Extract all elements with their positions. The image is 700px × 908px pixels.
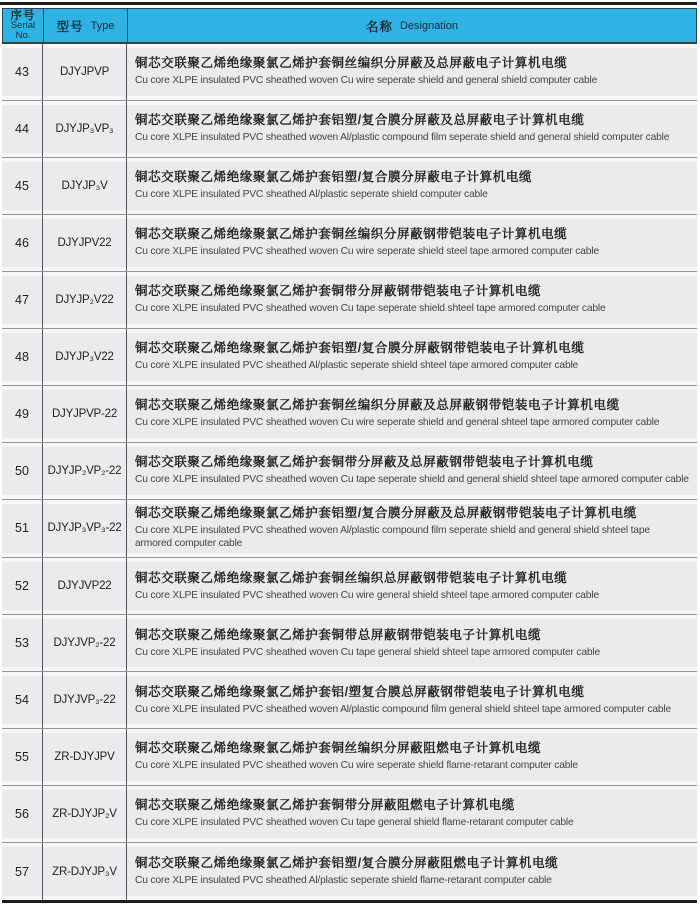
type-code-cell: ZR-DJYJPV	[43, 729, 127, 785]
type-code-cell: DJYJP₂VP₂-22	[43, 443, 127, 499]
designation-cell	[127, 215, 697, 271]
header-type-en: Type	[90, 19, 115, 32]
serial-number-cell: 52	[2, 558, 43, 614]
header-serial-zh: 序号	[10, 10, 36, 22]
designation-english: Cu core XLPE insulated PVC sheathed woven Cu wire seperate shield and general shteel tape armored computer cable	[135, 416, 660, 428]
designation-cell	[127, 443, 697, 499]
designation-cell	[127, 101, 697, 157]
designation-cell	[127, 672, 697, 728]
designation-english: Cu core XLPE insulated PVC sheathed woven Cu wire seperate shield steel tape armored computer cable	[135, 246, 599, 258]
designation-chinese: 铜芯交联聚乙烯绝缘聚氯乙烯护套铜丝编织分屏蔽及总屏蔽钢带铠装电子计算机电缆	[135, 397, 620, 412]
designation-english: Cu core XLPE insulated PVC sheathed woven Cu tape general shield shteel tape armored computer cable	[135, 646, 601, 658]
type-code-cell: ZR-DJYJP₂V	[43, 786, 127, 842]
serial-number-cell: 44	[2, 101, 43, 157]
serial-number-cell: 46	[2, 215, 43, 271]
table-row	[2, 386, 697, 443]
type-code-cell: DJYJPVP-22	[43, 386, 127, 442]
designation-cell	[127, 558, 697, 614]
header-designation-zh: 名称	[365, 19, 393, 34]
header-designation	[128, 9, 696, 42]
type-code-cell: ZR-DJYJP₃V	[43, 843, 127, 900]
type-code-cell: DJYJP₃V22	[43, 329, 127, 385]
designation-cell	[127, 615, 697, 671]
type-code-cell: DJYJVP22	[43, 558, 127, 614]
designation-chinese: 铜芯交联聚乙烯绝缘聚氯乙烯护套铜丝编织分屏蔽及总屏蔽电子计算机电缆	[135, 56, 568, 71]
serial-number-cell: 56	[2, 786, 43, 842]
designation-cell	[127, 44, 697, 100]
designation-chinese: 铜芯交联聚乙烯绝缘聚氯乙烯护套铜丝编织分屏蔽阻燃电子计算机电缆	[135, 741, 542, 756]
designation-cell	[127, 729, 697, 785]
designation-english: Cu core XLPE insulated PVC sheathed woven Al/plastic compound film general shield shteel tape armored computer cable	[135, 703, 672, 715]
serial-number-cell: 51	[2, 500, 43, 558]
designation-chinese: 铜芯交联聚乙烯绝缘聚氯乙烯护套铝塑/复合膜分屏蔽钢带铠装电子计算机电缆	[135, 340, 585, 355]
table-row	[2, 44, 697, 101]
table-row	[2, 101, 697, 158]
designation-english: Cu core XLPE insulated PVC sheathed Al/plastic seperate shield flame-retarant computer cable	[135, 874, 552, 886]
table-row	[2, 558, 697, 615]
serial-number-cell: 43	[2, 44, 43, 100]
designation-chinese: 铜芯交联聚乙烯绝缘聚氯乙烯护套铝塑/复合膜分屏蔽电子计算机电缆	[135, 170, 533, 185]
header-type	[44, 9, 128, 42]
header-type-zh: 型号	[56, 19, 84, 34]
header-designation-en: Designation	[399, 19, 459, 32]
table-row	[2, 672, 697, 729]
table-row	[2, 158, 697, 215]
designation-chinese: 铜芯交联聚乙烯绝缘聚氯乙烯护套铜丝编织分屏蔽钢带铠装电子计算机电缆	[135, 227, 568, 242]
serial-number-cell: 45	[2, 158, 43, 214]
designation-english: Cu core XLPE insulated PVC sheathed woven Cu tape seperate shield and general shield shteel tape armored computer cable	[135, 473, 689, 485]
top-rule	[0, 2, 697, 5]
designation-english: Cu core XLPE insulated PVC sheathed woven Al/plastic compound film seperate shield and general shield computer cable	[135, 132, 670, 144]
header-serial-en2: No.	[15, 30, 31, 41]
designation-chinese: 铜芯交联聚乙烯绝缘聚氯乙烯护套铜丝编织总屏蔽钢带铠装电子计算机电缆	[135, 570, 568, 585]
designation-chinese: 铜芯交联聚乙烯绝缘聚氯乙烯护套铝塑/复合膜分屏蔽及总屏蔽电子计算机电缆	[135, 113, 585, 128]
designation-english: Cu core XLPE insulated PVC sheathed woven Cu wire general shield shteel tape armored computer cable	[135, 589, 599, 601]
designation-cell	[127, 843, 697, 900]
designation-chinese: 铜芯交联聚乙烯绝缘聚氯乙烯护套铝塑/复合膜分屏蔽阻燃电子计算机电缆	[135, 855, 559, 870]
type-code-cell: DJYJP₃VP₃	[43, 101, 127, 157]
designation-english: Cu core XLPE insulated PVC sheathed woven Al/plastic compound film seperate shield and general shield shteel tape armored computer cable	[135, 524, 650, 550]
type-code-cell: DJYJVP₂-22	[43, 615, 127, 671]
designation-chinese: 铜芯交联聚乙烯绝缘聚氯乙烯护套铝塑/复合膜分屏蔽及总屏蔽钢带铠装电子计算机电缆	[135, 505, 637, 520]
type-code-cell: DJYJP₂V22	[43, 272, 127, 328]
serial-number-cell: 48	[2, 329, 43, 385]
designation-chinese: 铜芯交联聚乙烯绝缘聚氯乙烯护套铜带分屏蔽及总屏蔽钢带铠装电子计算机电缆	[135, 454, 594, 469]
header-serial-en1: Serial	[10, 20, 36, 31]
serial-number-cell: 49	[2, 386, 43, 442]
type-code-cell: DJYJP₃VP₃-22	[43, 500, 127, 558]
designation-cell	[127, 272, 697, 328]
table-row	[2, 215, 697, 272]
designation-english: Cu core XLPE insulated PVC sheathed woven Cu wire seperate shield and general shield computer cable	[135, 75, 598, 87]
designation-chinese: 铜芯交联聚乙烯绝缘聚氯乙烯护套铝/塑复合膜总屏蔽钢带铠装电子计算机电缆	[135, 684, 585, 699]
designation-english: Cu core XLPE insulated PVC sheathed Al/plastic seperate shield shteel tape armored computer cable	[135, 359, 579, 371]
designation-cell	[127, 329, 697, 385]
designation-chinese: 铜芯交联聚乙烯绝缘聚氯乙烯护套铜带分屏蔽阻燃电子计算机电缆	[135, 798, 515, 813]
table-row	[2, 786, 697, 843]
serial-number-cell: 55	[2, 729, 43, 785]
serial-number-cell: 50	[2, 443, 43, 499]
type-code-cell: DJYJPVP	[43, 44, 127, 100]
table-row	[2, 443, 697, 500]
serial-number-cell: 57	[2, 843, 43, 900]
designation-chinese: 铜芯交联聚乙烯绝缘聚氯乙烯护套铜带分屏蔽钢带铠装电子计算机电缆	[135, 283, 542, 298]
designation-chinese: 铜芯交联聚乙烯绝缘聚氯乙烯护套铜带总屏蔽钢带铠装电子计算机电缆	[135, 627, 542, 642]
table-row	[2, 729, 697, 786]
designation-english: Cu core XLPE insulated PVC sheathed woven Cu wire seperate shield flame-retarant computer cable	[135, 760, 578, 772]
designation-cell	[127, 158, 697, 214]
table-row	[2, 272, 697, 329]
type-code-cell: DJYJP₃V	[43, 158, 127, 214]
designation-english: Cu core XLPE insulated PVC sheathed Al/plastic seperate shield computer cable	[135, 189, 488, 201]
cable-catalog-table	[2, 8, 697, 903]
table-row	[2, 500, 697, 559]
designation-cell	[127, 786, 697, 842]
designation-cell	[127, 500, 697, 558]
designation-english: Cu core XLPE insulated PVC sheathed woven Cu tape general shield flame-retarant computer cable	[135, 817, 574, 829]
table-header-row	[2, 8, 697, 44]
designation-english: Cu core XLPE insulated PVC sheathed woven Cu tape seperate shield shteel tape armored computer cable	[135, 302, 606, 314]
table-row	[2, 615, 697, 672]
serial-number-cell: 54	[2, 672, 43, 728]
designation-cell	[127, 386, 697, 442]
type-code-cell: DJYJPV22	[43, 215, 127, 271]
table-row	[2, 843, 697, 900]
type-code-cell: DJYJVP₃-22	[43, 672, 127, 728]
table-row	[2, 329, 697, 386]
header-serial-no	[3, 9, 44, 42]
serial-number-cell: 53	[2, 615, 43, 671]
serial-number-cell: 47	[2, 272, 43, 328]
